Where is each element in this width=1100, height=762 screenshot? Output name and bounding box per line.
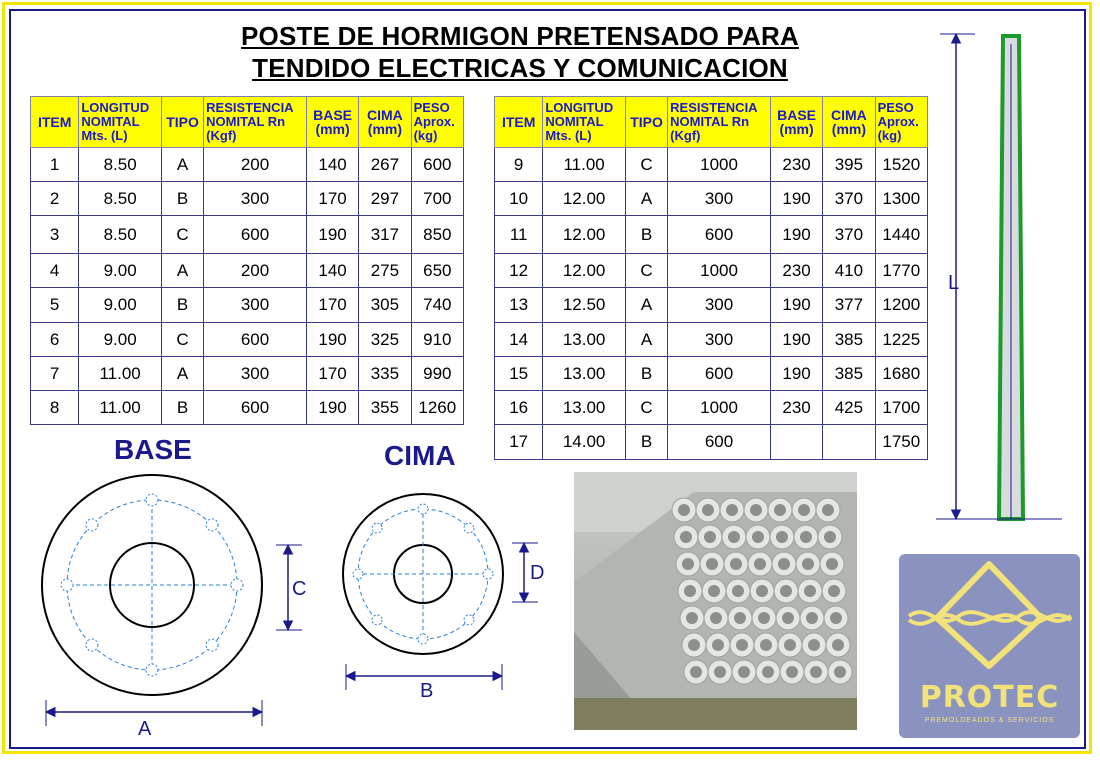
bolt-hole xyxy=(231,579,243,591)
title-line-2: TENDIDO ELECTRICAS Y COMUNICACION xyxy=(252,53,788,83)
cell-peso: 1440 xyxy=(875,216,927,254)
cell-peso: 1300 xyxy=(875,182,927,216)
cell-cima: 355 xyxy=(359,391,411,425)
cell-base: 190 xyxy=(306,216,358,254)
cell-longitud: 12.00 xyxy=(543,254,626,288)
pole-end-hollow xyxy=(780,585,792,597)
pole-end-hollow xyxy=(810,666,822,678)
pole-end-hollow xyxy=(726,504,738,516)
bolt-hole xyxy=(483,569,493,579)
bolt-hole xyxy=(206,639,218,651)
pole-end-hollow xyxy=(832,639,844,651)
base-section-drawing xyxy=(42,475,302,726)
pole-elevation-drawing xyxy=(936,34,1062,519)
cell-base: 170 xyxy=(306,182,358,216)
header-base: BASE (mm) xyxy=(306,97,358,148)
bolt-hole xyxy=(146,664,158,676)
cell-resistencia: 200 xyxy=(204,148,307,182)
header-peso: PESO Aprox. (kg) xyxy=(875,97,927,148)
cell-peso: 850 xyxy=(411,216,463,254)
pole-end-hollow xyxy=(682,558,694,570)
bolt-hole xyxy=(418,634,428,644)
cell-base: 190 xyxy=(306,323,358,357)
pole-end-hollow xyxy=(756,585,768,597)
header-tipo: TIPO xyxy=(161,97,203,148)
cell-longitud: 13.00 xyxy=(543,391,626,425)
bolt-hole xyxy=(86,639,98,651)
pole-end-hollow xyxy=(830,612,842,624)
header-longitud: LONGITUD NOMITAL Mts. (L) xyxy=(543,97,626,148)
cell-item: 7 xyxy=(31,357,79,391)
cell-resistencia: 600 xyxy=(668,357,771,391)
cell-resistencia: 200 xyxy=(204,254,307,288)
cell-cima: 410 xyxy=(823,254,875,288)
cell-item: 17 xyxy=(495,425,543,460)
cell-longitud: 13.00 xyxy=(543,323,626,357)
header-cima: CIMA (mm) xyxy=(359,97,411,148)
cell-longitud: 13.00 xyxy=(543,357,626,391)
cell-tipo: A xyxy=(161,148,203,182)
cell-peso: 700 xyxy=(411,182,463,216)
header-resistencia: RESISTENCIA NOMITAL Rn (Kgf) xyxy=(204,97,307,148)
cell-tipo: C xyxy=(625,148,667,182)
pole-end-hollow xyxy=(758,612,770,624)
pole-end-hollow xyxy=(754,558,766,570)
cima-section-drawing xyxy=(343,494,538,690)
cell-resistencia: 300 xyxy=(668,323,771,357)
pole-end-hollow xyxy=(822,504,834,516)
cell-longitud: 9.00 xyxy=(79,323,162,357)
logo-emblem xyxy=(899,554,1080,674)
header-item: ITEM xyxy=(31,97,79,148)
logo-subtitle: PREMOLDEADOS & SERVICIOS xyxy=(924,717,1055,724)
cell-longitud: 12.50 xyxy=(543,288,626,323)
pole-end-hollow xyxy=(778,558,790,570)
pole-end-hollow xyxy=(706,558,718,570)
pole-end-hollow xyxy=(730,558,742,570)
pole-end-hollow xyxy=(800,531,812,543)
dimension-l-label: L xyxy=(948,272,960,294)
cell-item: 13 xyxy=(495,288,543,323)
cell-resistencia: 300 xyxy=(204,357,307,391)
pole-end-hollow xyxy=(804,585,816,597)
cell-longitud: 8.50 xyxy=(79,148,162,182)
pole-end-hollow xyxy=(750,504,762,516)
cell-resistencia: 300 xyxy=(668,288,771,323)
header-peso: PESO Aprox. (kg) xyxy=(411,97,463,148)
cell-peso: 1520 xyxy=(875,148,927,182)
bolt-hole xyxy=(146,494,158,506)
cell-item: 11 xyxy=(495,216,543,254)
bolt-hole xyxy=(418,504,428,514)
cell-tipo: B xyxy=(161,288,203,323)
cell-longitud: 14.00 xyxy=(543,425,626,460)
cell-base: 190 xyxy=(770,216,822,254)
cell-cima: 317 xyxy=(359,216,411,254)
cell-cima: 305 xyxy=(359,288,411,323)
cell-peso: 1770 xyxy=(875,254,927,288)
cell-peso: 600 xyxy=(411,148,463,182)
cell-item: 14 xyxy=(495,323,543,357)
cell-resistencia: 1000 xyxy=(668,391,771,425)
pole-end-hollow xyxy=(782,612,794,624)
cell-longitud: 8.50 xyxy=(79,182,162,216)
cell-peso: 1750 xyxy=(875,425,927,460)
pole-end-hollow xyxy=(712,639,724,651)
pole-end-hollow xyxy=(828,585,840,597)
cell-resistencia: 600 xyxy=(204,216,307,254)
cell-cima: 385 xyxy=(823,357,875,391)
pole-end-hollow xyxy=(798,504,810,516)
cell-longitud: 11.00 xyxy=(79,391,162,425)
cell-peso: 1680 xyxy=(875,357,927,391)
cell-cima: 275 xyxy=(359,254,411,288)
cell-item: 16 xyxy=(495,391,543,425)
pole-end-hollow xyxy=(762,666,774,678)
cell-tipo: A xyxy=(161,254,203,288)
cell-resistencia: 600 xyxy=(204,323,307,357)
pole-end-hollow xyxy=(786,666,798,678)
cell-item: 2 xyxy=(31,182,79,216)
cell-resistencia: 300 xyxy=(204,288,307,323)
pole-end-hollow xyxy=(760,639,772,651)
pole-end-hollow xyxy=(702,504,714,516)
cell-tipo: B xyxy=(161,182,203,216)
cell-cima: 335 xyxy=(359,357,411,391)
cell-peso: 1700 xyxy=(875,391,927,425)
cell-peso: 1200 xyxy=(875,288,927,323)
pole-end-hollow xyxy=(826,558,838,570)
cell-peso: 740 xyxy=(411,288,463,323)
cell-longitud: 12.00 xyxy=(543,182,626,216)
pole-end-hollow xyxy=(732,585,744,597)
cell-cima: 297 xyxy=(359,182,411,216)
pole-end-hollow xyxy=(688,639,700,651)
cell-tipo: A xyxy=(625,288,667,323)
pole-end-hollow xyxy=(708,585,720,597)
cell-base: 140 xyxy=(306,254,358,288)
cell-item: 1 xyxy=(31,148,79,182)
bolt-hole xyxy=(61,579,73,591)
cell-item: 15 xyxy=(495,357,543,391)
cell-tipo: B xyxy=(625,357,667,391)
cell-tipo: B xyxy=(161,391,203,425)
logo-name: PROTEC xyxy=(919,680,1060,715)
pole-end-hollow xyxy=(728,531,740,543)
dimension-c-label: C xyxy=(292,578,307,600)
cell-base: 190 xyxy=(770,357,822,391)
pole-end-hollow xyxy=(808,639,820,651)
cell-tipo: A xyxy=(625,323,667,357)
bolt-hole xyxy=(372,615,382,625)
cell-resistencia: 1000 xyxy=(668,148,771,182)
cell-longitud: 8.50 xyxy=(79,216,162,254)
pole-end-hollow xyxy=(678,504,690,516)
header-longitud: LONGITUD NOMITAL Mts. (L) xyxy=(79,97,162,148)
cell-resistencia: 300 xyxy=(668,182,771,216)
cell-item: 8 xyxy=(31,391,79,425)
cell-cima: 425 xyxy=(823,391,875,425)
cell-tipo: C xyxy=(161,323,203,357)
pole-end-hollow xyxy=(736,639,748,651)
cell-base: 190 xyxy=(770,182,822,216)
cell-longitud: 11.00 xyxy=(79,357,162,391)
pole-end-hollow xyxy=(680,531,692,543)
cell-item: 6 xyxy=(31,323,79,357)
cell-base: 190 xyxy=(770,323,822,357)
title-line-1: POSTE DE HORMIGON PRETENSADO PARA xyxy=(241,21,799,51)
cell-base: 190 xyxy=(770,288,822,323)
cell-base: 170 xyxy=(306,288,358,323)
cell-tipo: B xyxy=(625,425,667,460)
pole-end-hollow xyxy=(802,558,814,570)
cell-tipo: C xyxy=(625,254,667,288)
cell-peso: 910 xyxy=(411,323,463,357)
cima-drawing-label: CIMA xyxy=(384,440,456,471)
cell-resistencia: 600 xyxy=(668,425,771,460)
bolt-hole xyxy=(86,519,98,531)
cell-tipo: A xyxy=(161,357,203,391)
cell-resistencia: 300 xyxy=(204,182,307,216)
header-tipo: TIPO xyxy=(625,97,667,148)
header-resistencia: RESISTENCIA NOMITAL Rn (Kgf) xyxy=(668,97,771,148)
cell-cima: 325 xyxy=(359,323,411,357)
bolt-hole xyxy=(353,569,363,579)
stacked-poles-photo xyxy=(574,472,857,730)
cell-cima: 267 xyxy=(359,148,411,182)
cell-longitud: 9.00 xyxy=(79,254,162,288)
pole-end-hollow xyxy=(784,639,796,651)
cell-resistencia: 1000 xyxy=(668,254,771,288)
pole-end-hollow xyxy=(704,531,716,543)
cell-cima: 395 xyxy=(823,148,875,182)
cell-item: 9 xyxy=(495,148,543,182)
cell-longitud: 9.00 xyxy=(79,288,162,323)
pole-end-hollow xyxy=(738,666,750,678)
cell-cima: 385 xyxy=(823,323,875,357)
cell-resistencia: 600 xyxy=(204,391,307,425)
cell-item: 5 xyxy=(31,288,79,323)
dimension-a-label: A xyxy=(138,718,152,740)
cell-base: 230 xyxy=(770,254,822,288)
cell-base: 170 xyxy=(306,357,358,391)
pole-end-hollow xyxy=(710,612,722,624)
pole-end-hollow xyxy=(834,666,846,678)
protec-logo xyxy=(899,554,1080,738)
bolt-hole xyxy=(206,519,218,531)
pole-end-hollow xyxy=(734,612,746,624)
cell-cima: 370 xyxy=(823,216,875,254)
pole-end-hollow xyxy=(686,612,698,624)
pole-end-hollow xyxy=(806,612,818,624)
cell-base: 190 xyxy=(306,391,358,425)
cell-item: 3 xyxy=(31,216,79,254)
cell-cima: 370 xyxy=(823,182,875,216)
pole-end-hollow xyxy=(714,666,726,678)
pole-end-hollow xyxy=(690,666,702,678)
base-drawing-label: BASE xyxy=(114,434,192,465)
cell-cima: 377 xyxy=(823,288,875,323)
cell-longitud: 12.00 xyxy=(543,216,626,254)
pole-end-hollow xyxy=(824,531,836,543)
cell-tipo: A xyxy=(625,182,667,216)
pole-end-hollow xyxy=(752,531,764,543)
pole-end-hollow xyxy=(774,504,786,516)
cell-peso: 1260 xyxy=(411,391,463,425)
cell-resistencia: 600 xyxy=(668,216,771,254)
cell-item: 4 xyxy=(31,254,79,288)
cell-tipo: B xyxy=(625,216,667,254)
header-cima: CIMA (mm) xyxy=(823,97,875,148)
bolt-hole xyxy=(464,615,474,625)
cell-longitud: 11.00 xyxy=(543,148,626,182)
pole-end-hollow xyxy=(776,531,788,543)
header-item: ITEM xyxy=(495,97,543,148)
stacked-poles-image xyxy=(574,472,857,730)
bolt-hole xyxy=(372,523,382,533)
cell-peso: 990 xyxy=(411,357,463,391)
dimension-b-label: B xyxy=(420,680,434,702)
cell-base: 140 xyxy=(306,148,358,182)
cell-tipo: C xyxy=(161,216,203,254)
cell-peso: 650 xyxy=(411,254,463,288)
header-base: BASE (mm) xyxy=(770,97,822,148)
pole-end-hollow xyxy=(684,585,696,597)
dimension-d-label: D xyxy=(530,562,545,584)
cell-tipo: C xyxy=(625,391,667,425)
cell-peso: 1225 xyxy=(875,323,927,357)
bolt-hole xyxy=(464,523,474,533)
cell-base: 230 xyxy=(770,148,822,182)
cell-base: 230 xyxy=(770,391,822,425)
cell-item: 12 xyxy=(495,254,543,288)
cell-item: 10 xyxy=(495,182,543,216)
